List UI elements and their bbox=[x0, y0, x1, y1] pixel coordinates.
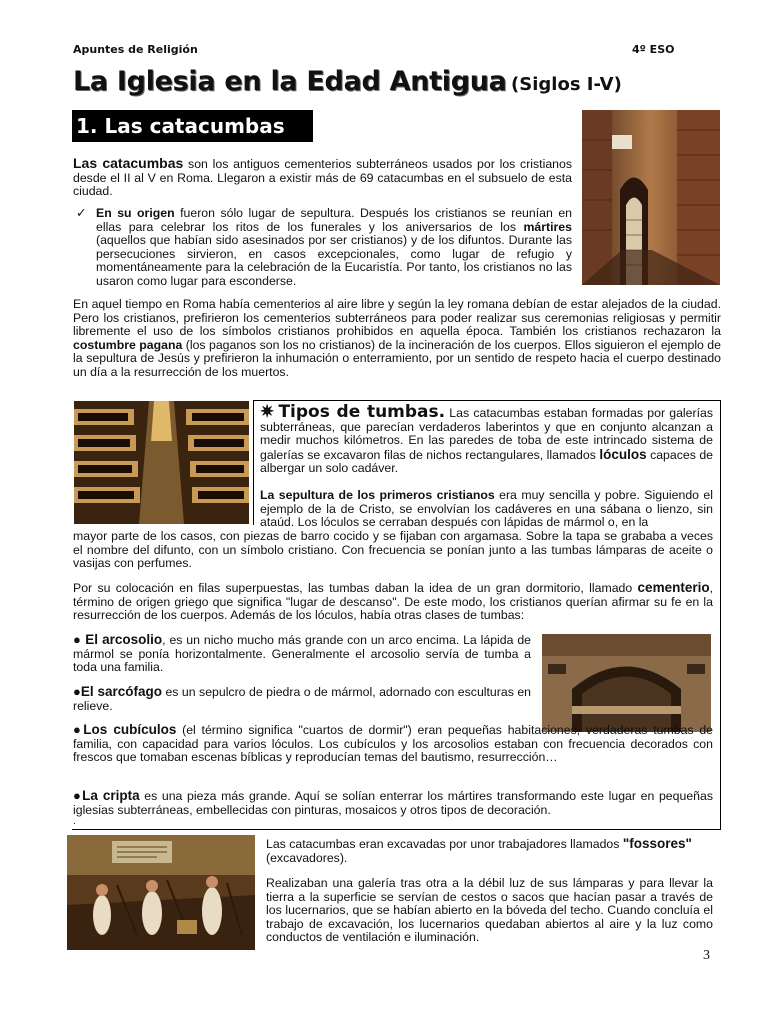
cripta-paragraph bbox=[73, 789, 713, 817]
roma-text-2: (los paganos son los no cristianos) de la incineración de los cuerpos. Ellos siguieron el ejemplo de la sepultura de Jesús y prefirieron la inhumación o enterramiento, por un sentido de respeto hacia el cuerpo destinado un día a la resurrección de los muertos. bbox=[73, 337, 721, 379]
term-origen: En su origen bbox=[96, 206, 175, 220]
tumbas-text-2: capaces de albergar un solo cadáver. bbox=[260, 447, 713, 476]
sepultura-paragraph-b: mayor parte de los casos, con piezas de barro cocido y se fijaban con argamasa. Sobre la tapa se grababa a veces el nombre del difunto, con un símbolo cristiano. Con frecuencia se ponían junto a las tumbas lámparas de aceite o vasijas con perfumes. bbox=[73, 529, 713, 571]
header-left: Apuntes de Religión bbox=[73, 43, 198, 56]
origin-paragraph bbox=[96, 207, 572, 289]
term-loculos: lóculos bbox=[599, 446, 647, 462]
catacomb-corridor-photo bbox=[582, 110, 720, 285]
arcosolio-paragraph bbox=[73, 633, 531, 675]
arcosolio-photo bbox=[542, 634, 711, 732]
cripta-text: es una pieza más grande. Aquí se solían enterrar los mártires transformando este lugar en pequeñas iglesias subterráneas, embellecidas con pinturas, mosaicos y otros tipos de decoración. bbox=[73, 789, 713, 817]
star-icon: ✷ bbox=[260, 402, 275, 421]
term-sepultura: La sepultura de los primeros cristianos bbox=[260, 488, 495, 502]
cubiculos-paragraph bbox=[73, 723, 713, 765]
title-sub: (Siglos I-V) bbox=[511, 74, 622, 95]
cubiculos-text: (el término significa "cuartos de dormir") eran pequeñas habitaciones, verdaderas tumbas de familia, con capacidad para varios lóculos. Los cubículos y los arcosolios estaban con frecuencia decorados con frescos que tomaban escenas bíblicas y reproducían temas del bautismo, resurrección… bbox=[73, 723, 714, 765]
arcosolio-text: , es un nicho mucho más grande con un arco encima. La lápida de mármol se ponía horizontalmente. Generalmente el arcosolio servía de tumba a toda una familia. bbox=[73, 633, 532, 675]
sepultura-paragraph-a bbox=[260, 489, 713, 530]
term-cubiculos: Los cubículos bbox=[83, 722, 177, 737]
term-sarcofago: El sarcófago bbox=[80, 684, 162, 699]
intro-text: son los antiguos cementerios subterráneos usados por los cristianos desde el II al V en Roma. Llegaron a existir más de 69 catacumbas en el subsuelo de esta ciudad. bbox=[73, 157, 572, 199]
roma-text-1: En aquel tiempo en Roma había cementerios al aire libre y según la ley romana debían de estar alejados de la ciudad. Pero los cristianos, prefirieron los cementerios subterráneos para poder realizar sus ceremonias religiosas y permitir libremente el uso de los símbolos cristianos prohibidos en aquella época. También los cristianos rechazaron la bbox=[73, 297, 721, 339]
sarcofago-text: es un sepulcro de piedra o de mármol, adornado con esculturas en relieve. bbox=[73, 685, 531, 713]
bullet-dot-icon: ● bbox=[73, 722, 84, 737]
section-heading-catacumbas: 1. Las catacumbas bbox=[72, 110, 313, 142]
roma-paragraph bbox=[73, 298, 721, 380]
origin-text-1: fueron sólo lugar de sepultura. Después los cristianos se reunían en ellas para celebrar los ritos de los funerales y los aniversarios de los bbox=[96, 206, 572, 234]
title-main: La Iglesia en la Edad Antigua bbox=[73, 66, 507, 97]
origin-text-2: (aquellos que habían sido asesinados por ser cristianos) y de los difuntos. Durante las persecuciones sirvieron, en casos excepcionales, como lugar de refugio y momentáneamente para la celebración de la Eucaristía. Por tanto, los cristianos no las usaron como lugar para esconderse. bbox=[96, 233, 572, 288]
tumbas-text-1: Las catacumbas estaban formadas por galerías subterráneas, que parecían verdaderos laberintos y que en conjunto alcanzan a medir muchos kilómetros. En las paredes de toba de este intrincado sistema de galerías se excavaron filas de nichos rectangulares, llamados bbox=[260, 406, 713, 462]
bullet-dot-icon: ● bbox=[73, 684, 81, 699]
tumbas-paragraph bbox=[260, 402, 713, 476]
fossores-text-2: (excavadores). bbox=[266, 850, 348, 865]
galeria-paragraph: Realizaban una galería tras otra a la débil luz de sus lámparas y para llevar la tierra a la superficie se servían de cestos o sacos que hacían pasar a través de los lucernarios, que se habían abierto en la bóveda del techo. Cuando concluía el trabajo de excavación, los lucernarios quedaban abiertos al aire y la luz como conductos de ventilación e iluminación. bbox=[266, 876, 713, 945]
header-right: 4º ESO bbox=[632, 43, 675, 56]
term-catacumbas: Las catacumbas bbox=[73, 155, 184, 171]
fossores-text-1: Las catacumbas eran excavadas por unor trabajadores llamados bbox=[266, 837, 623, 851]
term-fossores: "fossores" bbox=[622, 836, 692, 851]
sepultura-text-a: era muy sencilla y pobre. Siguiendo el ejemplo de la de Cristo, se envolvían los cadáveres en una sábana o lienzo, sin ataúd. Los lóculos se cerraban después con lápidas de mármol o, en la bbox=[260, 488, 713, 530]
term-cementerio: cementerio bbox=[637, 580, 710, 595]
term-cripta: La cripta bbox=[82, 788, 140, 803]
term-costumbre-pagana: costumbre pagana bbox=[73, 337, 183, 352]
bullet-dot-icon: ● bbox=[73, 632, 82, 647]
term-martires: mártires bbox=[523, 219, 572, 234]
term-arcosolio: El arcosolio bbox=[85, 632, 163, 647]
fossores-paragraph bbox=[266, 837, 713, 865]
sarcofago-paragraph bbox=[73, 685, 531, 713]
loculi-gallery-photo bbox=[74, 401, 249, 524]
stray-period: . bbox=[73, 816, 76, 827]
tumbas-heading: Tipos de tumbas. bbox=[278, 402, 446, 422]
dormitorio-paragraph bbox=[73, 581, 713, 623]
fossores-fresco-image bbox=[67, 835, 255, 950]
intro-paragraph bbox=[73, 157, 572, 199]
page-number: 3 bbox=[703, 948, 710, 963]
check-icon: ✓ bbox=[76, 206, 87, 220]
dormitorio-text-2: , término de origen griego que significa "lugar de descanso". De este modo, los cristianos querían afirmar su fe en la resurrección de los cuerpos. Además de los lóculos, había otras clases de tumbas: bbox=[73, 581, 713, 623]
dormitorio-text-1: Por su colocación en filas superpuestas, las tumbas daban la idea de un gran dormitorio, llamado bbox=[73, 581, 638, 595]
page-title bbox=[73, 66, 622, 97]
bullet-dot-icon: ● bbox=[73, 788, 83, 803]
